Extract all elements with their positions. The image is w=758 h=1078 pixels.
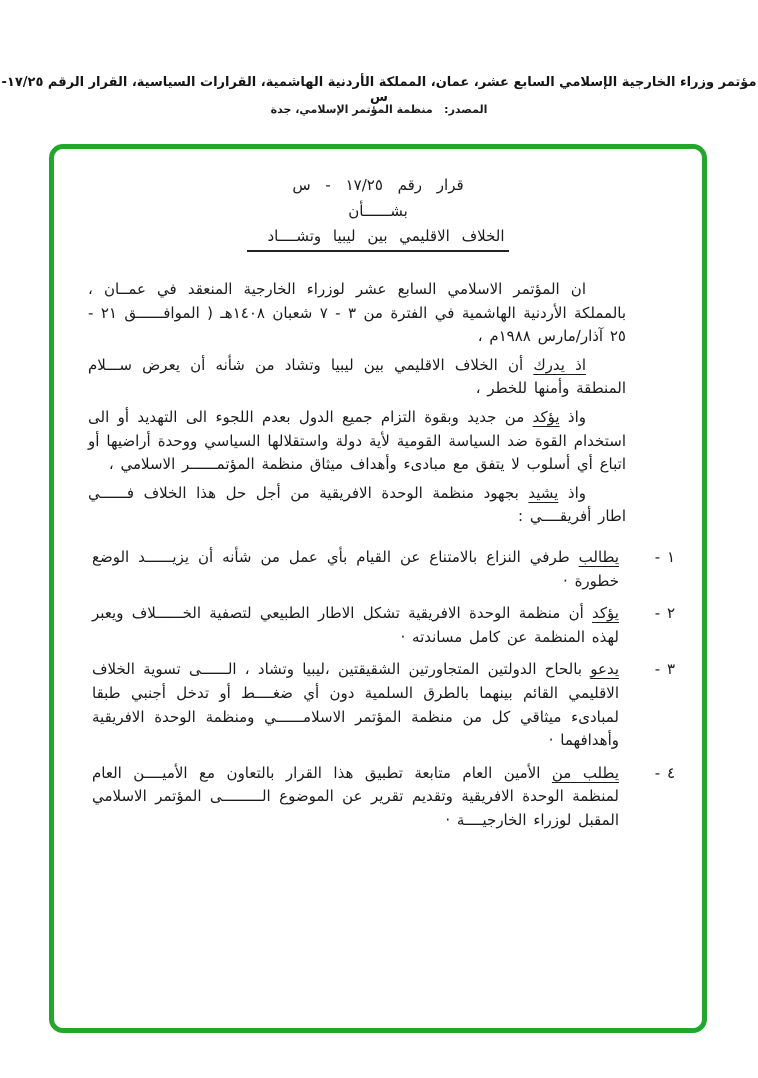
paragraph-pre: واذ bbox=[559, 407, 587, 426]
paragraph-lead: يشيد bbox=[528, 483, 559, 502]
item-body: بالحاح الدولتين المتجاورتين الشقيقتين ،ليبيا وتشاد ، الــــــى تسوية الخلاف الاقليمي القائم بينهما بالطرق السلمية دون أي ضغــــط أو تدخل أجنبي طبقا لمبادىء ميثاقي كل من منظمة المؤتمر الاسلامــــــي ومنظمة الوحدة الافريقية وأهدافهما · bbox=[92, 660, 619, 750]
item-lead: يؤكد bbox=[592, 604, 619, 623]
resolution-item-4 bbox=[92, 762, 675, 833]
item-lead: يطالب bbox=[578, 547, 619, 566]
document-source-line: المصدر: منظمة المؤتمر الإسلامي، جدة bbox=[270, 103, 488, 116]
decision-number-title: قرار رقم ١٧/٢٥ - س bbox=[292, 176, 464, 194]
item-number: ١ - bbox=[654, 547, 675, 566]
item-text bbox=[92, 546, 619, 593]
decision-subject-title: الخلاف الاقليمي بين ليبيا وتشــــاد bbox=[247, 227, 508, 252]
item-body: طرفي النزاع بالامتناع عن القيام بأي عمل من شأنه أن يزيــــــد الوضع خطورة · bbox=[92, 547, 619, 590]
item-text bbox=[92, 762, 619, 833]
item-lead: يدعو bbox=[590, 660, 619, 679]
decision-subject-label: بشــــــأن bbox=[348, 202, 408, 220]
item-number: ٤ - bbox=[654, 763, 675, 782]
resolution-item-2 bbox=[92, 602, 675, 649]
decision-subject-title-wrap bbox=[54, 227, 702, 252]
document-header-line: مؤتمر وزراء الخارجية الإسلامي السابع عشر، عمان، المملكة الأردنية الهاشمية، القرارات السياسية، القرار الرقم ١٧/٢٥-س bbox=[1, 75, 757, 105]
paragraph-lead: يؤكد bbox=[532, 407, 560, 426]
paragraph-lead: اذ يدرك bbox=[533, 355, 586, 374]
item-lead: يطلب من bbox=[551, 763, 619, 782]
preamble-paragraph-3 bbox=[88, 406, 626, 477]
item-body: أن منظمة الوحدة الافريقية تشكل الاطار الطبيعي لتصفية الخــــــلاف ويعبر لهذه المنظمة عن كامل مساندته · bbox=[92, 604, 619, 646]
paragraph-text: أن الخلاف الاقليمي بين ليبيا وتشاد من شأنه أن يعرض ســـلام المنطقة وأمنها للخطر ، bbox=[88, 355, 626, 398]
resolution-item-3 bbox=[92, 658, 675, 752]
preamble-paragraph-2 bbox=[88, 354, 626, 401]
item-number: ٣ - bbox=[654, 660, 675, 679]
item-number: ٢ - bbox=[654, 604, 675, 623]
paragraph-text: بجهود منظمة الوحدة الافريقية من أجل حل هذا الخلاف فــــــي اطار أفريقــــي : bbox=[88, 483, 626, 526]
paragraph-text: ان المؤتمر الاسلامي السابع عشر لوزراء الخارجية المنعقد في عمــان ، بالمملكة الأردنية الهاشمية في الفترة من ٣ - ٧ شعبان ١٤٠٨هـ ( الموافــــــق ٢١ - ٢٥ آذار/مارس ١٩٨٨م ، bbox=[88, 280, 627, 346]
paragraph-text: من جديد وبقوة التزام جميع الدول بعدم اللجوء الى التهديد أو الى استخدام القوة ضد السياسة القومية لأية دولة واستقلالها السياسي ووحدة أراضيها أو اتباع أي أسلوب لا يتفق مع مبادىء وأهداف ميثاق منظمة المؤتمــــــر الاسلامي ، bbox=[88, 407, 626, 474]
item-text bbox=[92, 602, 619, 649]
paragraph-pre: واذ bbox=[558, 483, 586, 502]
item-text bbox=[92, 658, 619, 752]
preamble-section bbox=[88, 278, 626, 529]
item-body: الأمين العام متابعة تطبيق هذا القرار بالتعاون مع الأميــــن العام لمنظمة الوحدة الافريقية وتقديم تقرير عن الموضوع الـــــــــى المؤتمر الاسلامي المقبل لوزراء الخارجيــــة · bbox=[92, 763, 619, 829]
resolution-item-1 bbox=[92, 546, 675, 593]
preamble-paragraph-1 bbox=[88, 278, 626, 349]
decision-frame bbox=[49, 144, 707, 1033]
resolution-items-list bbox=[92, 546, 675, 833]
preamble-paragraph-4 bbox=[88, 482, 626, 529]
decision-title-block bbox=[54, 149, 702, 252]
